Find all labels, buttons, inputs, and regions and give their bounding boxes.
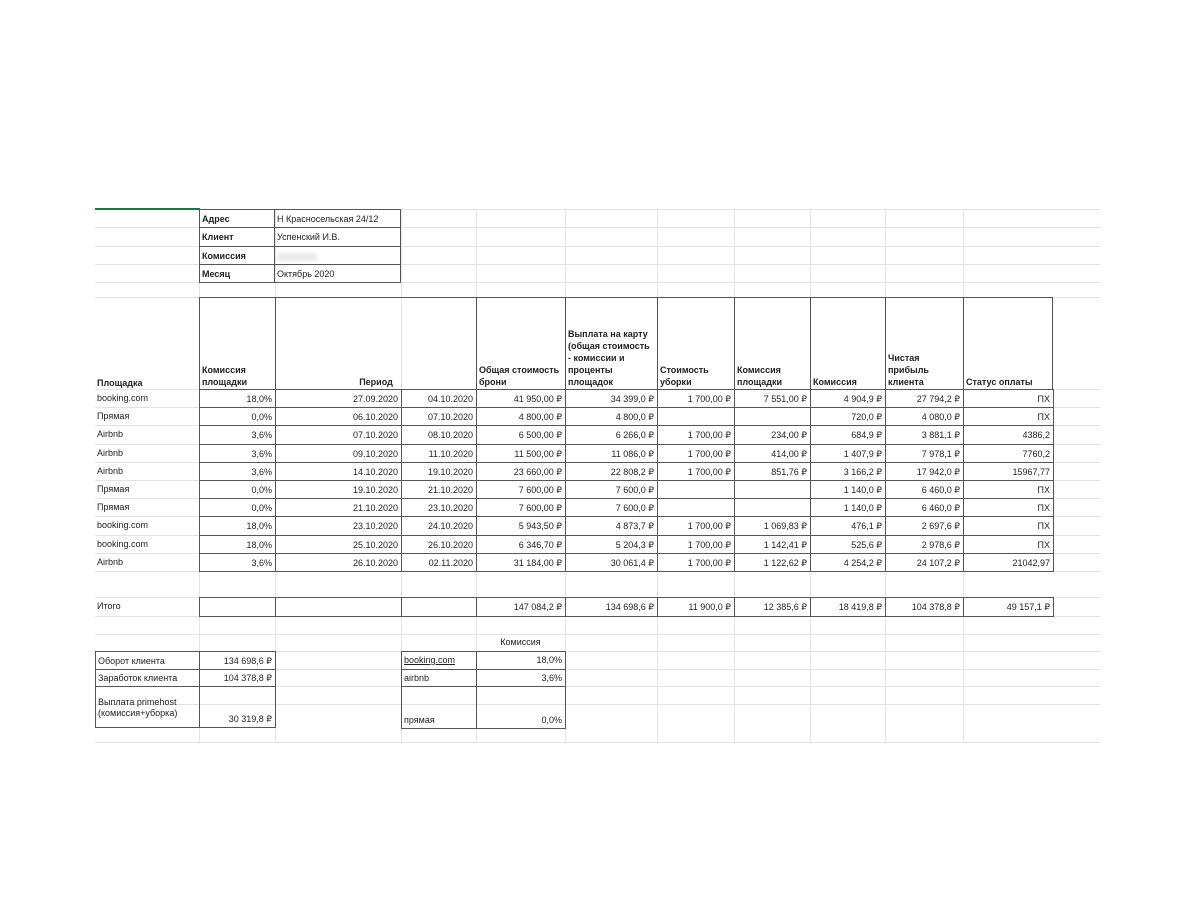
- table-cell-platform[interactable]: Прямая: [97, 484, 130, 494]
- info-value[interactable]: Успенский И.В.: [274, 227, 401, 247]
- table-cell-net[interactable]: 3 881,1 ₽: [885, 425, 964, 444]
- table-cell-payout[interactable]: 6 266,0 ₽: [565, 425, 658, 444]
- header-text: Период: [359, 377, 393, 387]
- table-cell-comm[interactable]: 1 140,0 ₽: [810, 498, 886, 517]
- table-cell-total[interactable]: 5 943,50 ₽: [476, 516, 566, 535]
- info-value[interactable]: [274, 246, 401, 265]
- table-cell-comm[interactable]: 3 166,2 ₽: [810, 462, 886, 481]
- table-cell-start[interactable]: 27.09.2020: [275, 389, 402, 408]
- totals-total[interactable]: 147 084,2 ₽: [476, 597, 566, 617]
- info-label[interactable]: Клиент: [199, 227, 275, 247]
- table-cell-pcomm[interactable]: 1 069,83 ₽: [734, 516, 811, 535]
- table-cell-comm[interactable]: 720,0 ₽: [810, 407, 886, 426]
- table-cell-net[interactable]: 27 794,2 ₽: [885, 389, 964, 408]
- table-cell-rate[interactable]: 0,0%: [199, 480, 276, 499]
- summary-earnings-label[interactable]: Заработок клиента: [95, 669, 200, 687]
- totals-status[interactable]: 49 157,1 ₽: [963, 597, 1054, 617]
- table-cell-cleaning[interactable]: [657, 498, 735, 517]
- table-cell-platform[interactable]: Airbnb: [97, 429, 124, 440]
- gridline-h: [95, 742, 1100, 743]
- info-label[interactable]: Месяц: [199, 264, 275, 283]
- table-cell-start[interactable]: 06.10.2020: [275, 407, 402, 426]
- table-cell-cleaning[interactable]: 1 700,00 ₽: [657, 516, 735, 535]
- table-cell-rate[interactable]: 0,0%: [199, 407, 276, 426]
- table-cell-payout[interactable]: 34 399,0 ₽: [565, 389, 658, 408]
- totals-comm[interactable]: 18 419,8 ₽: [810, 597, 886, 617]
- table-cell-rate[interactable]: 3,6%: [199, 553, 276, 572]
- table-cell-end[interactable]: 04.10.2020: [401, 389, 477, 408]
- header-text: Комиссия: [813, 377, 857, 387]
- summary-payout-label[interactable]: [95, 686, 200, 728]
- table-cell-cleaning[interactable]: [657, 480, 735, 499]
- totals-payout[interactable]: 134 698,6 ₽: [565, 597, 658, 617]
- table-cell-rate[interactable]: 18,0%: [199, 516, 276, 535]
- table-cell-end[interactable]: 08.10.2020: [401, 425, 477, 444]
- summary-turnover-value[interactable]: 134 698,6 ₽: [199, 651, 276, 670]
- table-cell-end[interactable]: 11.10.2020: [401, 444, 477, 463]
- table-cell-status[interactable]: 4386,2: [963, 425, 1054, 444]
- column-header-platform_commission[interactable]: [199, 297, 276, 390]
- table-cell-status[interactable]: ПХ: [963, 516, 1054, 535]
- info-label[interactable]: Адрес: [199, 209, 275, 228]
- commission-name[interactable]: прямая: [401, 686, 477, 729]
- column-header-net_profit[interactable]: [885, 297, 964, 390]
- table-cell-platform[interactable]: Airbnb: [97, 556, 124, 567]
- table-cell-cleaning[interactable]: 1 700,00 ₽: [657, 553, 735, 572]
- column-header-cleaning[interactable]: [657, 297, 735, 390]
- header-text: Выплата на карту (общая стоимость - комиссии и проценты площадок: [568, 329, 650, 387]
- table-cell-payout[interactable]: 30 061,4 ₽: [565, 553, 658, 572]
- table-cell-cleaning[interactable]: 1 700,00 ₽: [657, 535, 735, 554]
- table-cell-status[interactable]: ПХ: [963, 535, 1054, 554]
- column-header-payout[interactable]: [565, 297, 658, 390]
- table-cell-comm[interactable]: 1 407,9 ₽: [810, 444, 886, 463]
- table-cell-total[interactable]: 6 346,70 ₽: [476, 535, 566, 554]
- table-cell-comm[interactable]: 4 904,9 ₽: [810, 389, 886, 408]
- table-cell-net[interactable]: 24 107,2 ₽: [885, 553, 964, 572]
- table-cell-cleaning[interactable]: 1 700,00 ₽: [657, 425, 735, 444]
- table-cell-platform[interactable]: booking.com: [97, 520, 149, 531]
- table-cell-cleaning[interactable]: 1 700,00 ₽: [657, 444, 735, 463]
- table-cell-net[interactable]: 4 080,0 ₽: [885, 407, 964, 426]
- table-cell-cleaning[interactable]: [657, 407, 735, 426]
- column-header-total_cost[interactable]: [476, 297, 566, 390]
- commission-rate[interactable]: 0,0%: [476, 686, 566, 729]
- table-cell-payout[interactable]: 4 800,0 ₽: [565, 407, 658, 426]
- table-cell-end[interactable]: 24.10.2020: [401, 516, 477, 535]
- commission-table-title[interactable]: Комиссия: [500, 637, 541, 647]
- header-text: Комиссия площадки: [202, 365, 247, 387]
- table-cell-status[interactable]: 15967,77: [963, 462, 1054, 481]
- table-cell-pcomm[interactable]: [734, 407, 811, 426]
- table-cell-comm[interactable]: 684,9 ₽: [810, 425, 886, 444]
- table-cell-cleaning[interactable]: 1 700,00 ₽: [657, 462, 735, 481]
- commission-name[interactable]: booking.com: [401, 651, 477, 670]
- gridline-h: [95, 634, 1100, 635]
- table-cell-net[interactable]: 7 978,1 ₽: [885, 444, 964, 463]
- table-cell-start[interactable]: 21.10.2020: [275, 498, 402, 517]
- table-cell-start[interactable]: 23.10.2020: [275, 516, 402, 535]
- table-cell-platform[interactable]: Airbnb: [97, 447, 124, 458]
- table-cell-net[interactable]: 2 697,6 ₽: [885, 516, 964, 535]
- table-cell-net[interactable]: 17 942,0 ₽: [885, 462, 964, 481]
- table-cell-rate[interactable]: 18,0%: [199, 535, 276, 554]
- table-cell-comm[interactable]: 1 140,0 ₽: [810, 480, 886, 499]
- header-text: Площадка: [97, 378, 143, 388]
- table-cell-comm[interactable]: 525,6 ₽: [810, 535, 886, 554]
- table-cell-net[interactable]: 6 460,0 ₽: [885, 498, 964, 517]
- table-cell-payout[interactable]: 11 086,0 ₽: [565, 444, 658, 463]
- info-value[interactable]: Октябрь 2020: [274, 264, 401, 283]
- table-cell-end[interactable]: 19.10.2020: [401, 462, 477, 481]
- table-cell-payout[interactable]: 22 808,2 ₽: [565, 462, 658, 481]
- commission-rate[interactable]: 18,0%: [476, 651, 566, 670]
- table-cell-net[interactable]: 6 460,0 ₽: [885, 480, 964, 499]
- table-cell-payout[interactable]: 5 204,3 ₽: [565, 535, 658, 554]
- table-cell-end[interactable]: 21.10.2020: [401, 480, 477, 499]
- selected-cell-indicator: [95, 208, 200, 210]
- table-cell-payout[interactable]: 7 600,0 ₽: [565, 498, 658, 517]
- table-cell-cleaning[interactable]: 1 700,00 ₽: [657, 389, 735, 408]
- payout-label-line: Выплата primehost: [98, 697, 177, 707]
- header-text: Стоимость уборки: [660, 365, 709, 387]
- payout-label-line: (комиссия+уборка): [98, 708, 178, 718]
- table-cell-pcomm[interactable]: [734, 498, 811, 517]
- table-cell-start[interactable]: 25.10.2020: [275, 535, 402, 554]
- table-cell-pcomm[interactable]: 851,76 ₽: [734, 462, 811, 481]
- commission-name[interactable]: airbnb: [401, 669, 477, 687]
- table-cell-total[interactable]: 4 800,00 ₽: [476, 407, 566, 426]
- table-cell-status[interactable]: ПХ: [963, 407, 1054, 426]
- table-cell-pcomm[interactable]: 7 551,00 ₽: [734, 389, 811, 408]
- info-label[interactable]: Комиссия: [199, 246, 275, 265]
- table-cell-status[interactable]: 21042,97: [963, 553, 1054, 572]
- header-text: Чистая прибыль клиента: [888, 353, 929, 387]
- info-value[interactable]: Н Красносельская 24/12: [274, 209, 401, 228]
- table-cell-end[interactable]: 26.10.2020: [401, 535, 477, 554]
- table-cell-total[interactable]: 31 184,00 ₽: [476, 553, 566, 572]
- table-cell-pcomm[interactable]: 234,00 ₽: [734, 425, 811, 444]
- table-cell-pcomm[interactable]: 1 142,41 ₽: [734, 535, 811, 554]
- table-cell-pcomm[interactable]: 1 122,62 ₽: [734, 553, 811, 572]
- totals-empty[interactable]: [401, 597, 477, 617]
- table-cell-rate[interactable]: 3,6%: [199, 444, 276, 463]
- table-cell-total[interactable]: 7 600,00 ₽: [476, 498, 566, 517]
- table-cell-status[interactable]: 7760,2: [963, 444, 1054, 463]
- table-cell-total[interactable]: 7 600,00 ₽: [476, 480, 566, 499]
- table-cell-comm[interactable]: 476,1 ₽: [810, 516, 886, 535]
- commission-rate[interactable]: 3,6%: [476, 669, 566, 687]
- table-cell-platform[interactable]: Прямая: [97, 411, 130, 422]
- table-cell-comm[interactable]: 4 254,2 ₽: [810, 553, 886, 572]
- table-cell-status[interactable]: ПХ: [963, 480, 1054, 499]
- table-cell-start[interactable]: 07.10.2020: [275, 425, 402, 444]
- totals-empty[interactable]: [199, 597, 276, 617]
- table-cell-status[interactable]: ПХ: [963, 498, 1054, 517]
- table-cell-payout[interactable]: 7 600,0 ₽: [565, 480, 658, 499]
- table-cell-pcomm[interactable]: [734, 480, 811, 499]
- column-header-period[interactable]: [275, 297, 477, 390]
- summary-turnover-label[interactable]: Оборот клиента: [95, 651, 200, 670]
- table-cell-total[interactable]: 6 500,00 ₽: [476, 425, 566, 444]
- column-header-platform[interactable]: [95, 297, 200, 390]
- header-text: Комиссия площадки: [737, 365, 782, 387]
- table-cell-platform[interactable]: Airbnb: [97, 465, 124, 476]
- header-text: Статус оплаты: [966, 377, 1033, 387]
- totals-pcomm[interactable]: 12 385,6 ₽: [734, 597, 811, 617]
- table-cell-platform[interactable]: booking.com: [97, 393, 149, 403]
- table-cell-payout[interactable]: 4 873,7 ₽: [565, 516, 658, 535]
- table-cell-platform[interactable]: booking.com: [97, 538, 149, 549]
- column-header-commission[interactable]: [810, 297, 886, 390]
- table-cell-end[interactable]: 02.11.2020: [401, 553, 477, 572]
- table-cell-total[interactable]: 11 500,00 ₽: [476, 444, 566, 463]
- column-header-status[interactable]: [963, 297, 1053, 390]
- table-cell-end[interactable]: 07.10.2020: [401, 407, 477, 426]
- column-header-platform_commission2[interactable]: [734, 297, 811, 390]
- header-text: Общая стоимость брони: [479, 365, 560, 387]
- table-cell-status[interactable]: ПХ: [963, 389, 1054, 408]
- totals-label[interactable]: Итого: [97, 601, 121, 611]
- totals-cleaning[interactable]: 11 900,0 ₽: [657, 597, 735, 617]
- table-cell-rate[interactable]: 0,0%: [199, 498, 276, 517]
- summary-earnings-value[interactable]: 104 378,8 ₽: [199, 669, 276, 687]
- totals-net[interactable]: 104 378,8 ₽: [885, 597, 964, 617]
- table-cell-start[interactable]: 19.10.2020: [275, 480, 402, 499]
- table-cell-end[interactable]: 23.10.2020: [401, 498, 477, 517]
- totals-empty[interactable]: [275, 597, 402, 617]
- spreadsheet: [95, 209, 1100, 742]
- summary-payout-value[interactable]: 30 319,8 ₽: [199, 686, 276, 728]
- table-cell-start[interactable]: 26.10.2020: [275, 553, 402, 572]
- redacted-value: [277, 253, 317, 261]
- table-cell-start[interactable]: 14.10.2020: [275, 462, 402, 481]
- table-cell-net[interactable]: 2 978,6 ₽: [885, 535, 964, 554]
- table-cell-platform[interactable]: Прямая: [97, 502, 130, 513]
- table-cell-start[interactable]: 09.10.2020: [275, 444, 402, 463]
- table-cell-pcomm[interactable]: 414,00 ₽: [734, 444, 811, 463]
- table-cell-total[interactable]: 41 950,00 ₽: [476, 389, 566, 408]
- table-cell-rate[interactable]: 3,6%: [199, 462, 276, 481]
- table-cell-rate[interactable]: 18,0%: [199, 389, 276, 408]
- table-cell-rate[interactable]: 3,6%: [199, 425, 276, 444]
- table-cell-total[interactable]: 23 660,00 ₽: [476, 462, 566, 481]
